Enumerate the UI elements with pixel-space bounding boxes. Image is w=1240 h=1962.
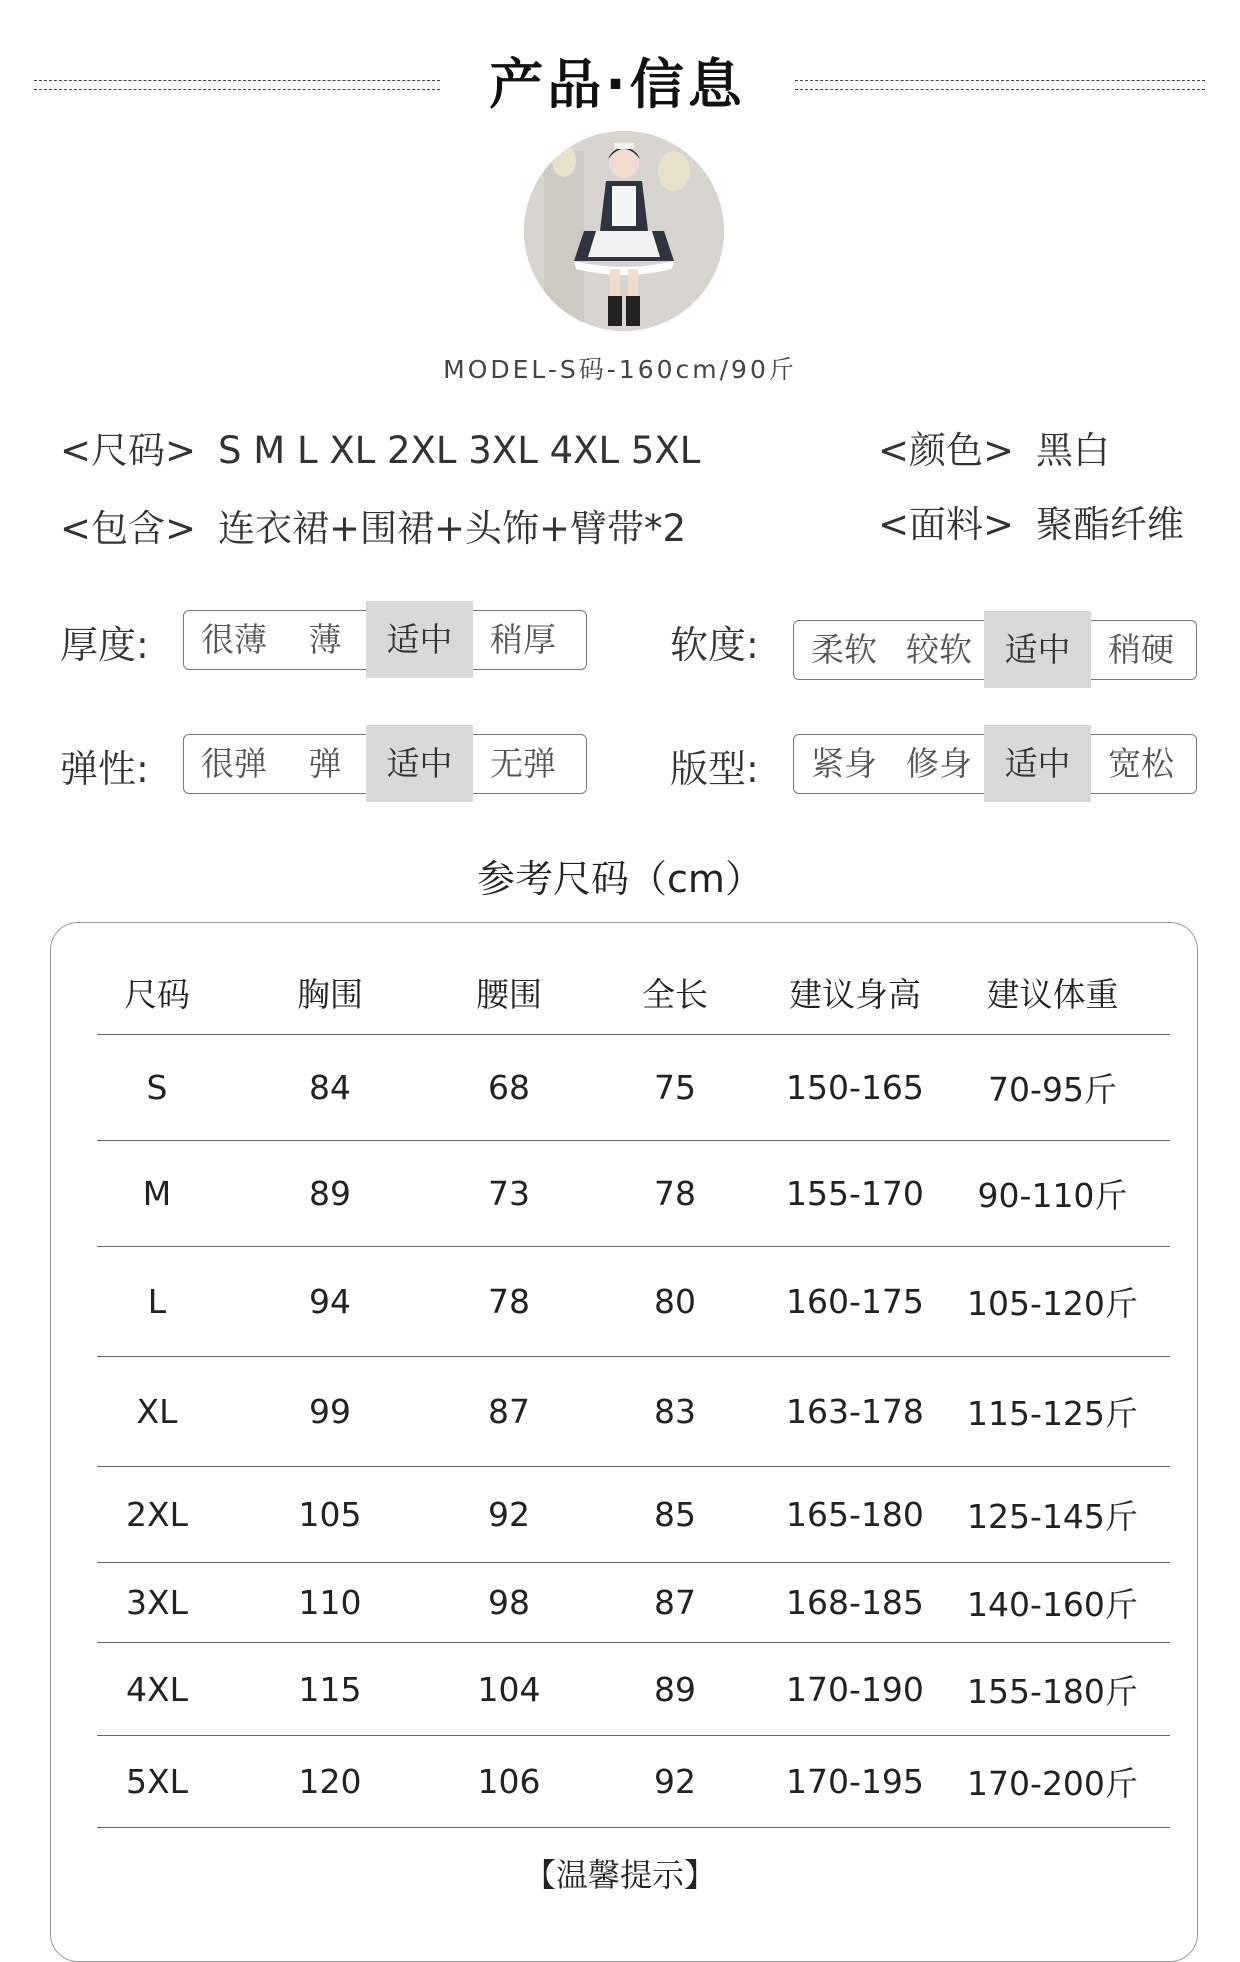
cell-bust: 115 (217, 1643, 443, 1736)
cell-waist: 73 (443, 1141, 575, 1247)
table-row (97, 1357, 1170, 1467)
cell-length: 85 (575, 1467, 775, 1563)
cell-weight: 90-110斤 (935, 1141, 1170, 1247)
cell-length: 87 (575, 1563, 775, 1643)
fit-option: 修身 (906, 744, 972, 783)
cell-weight: 140-160斤 (935, 1563, 1170, 1643)
cell-waist: 92 (443, 1467, 575, 1563)
cell-height: 155-170 (775, 1141, 935, 1247)
fit-label: 版型: (670, 747, 759, 791)
table-row (97, 1247, 1170, 1357)
cell-weight: 155-180斤 (935, 1643, 1170, 1736)
table-row (97, 1643, 1170, 1736)
cell-bust: 84 (217, 1035, 443, 1141)
cell-weight: 105-120斤 (935, 1247, 1170, 1357)
size-chart-table (97, 950, 1170, 1828)
header-divider-right (795, 80, 1205, 90)
model-caption: MODEL-S码-160cm/90斤 (443, 355, 797, 384)
model-illustration (524, 131, 724, 331)
cell-size: 2XL (97, 1467, 217, 1563)
cell-weight: 170-200斤 (935, 1736, 1170, 1828)
thickness-option: 很薄 (201, 620, 267, 659)
size-chart-header-row (97, 950, 1170, 1035)
cell-waist: 106 (443, 1736, 575, 1828)
cell-size: 3XL (97, 1563, 217, 1643)
cell-height: 165-180 (775, 1467, 935, 1563)
softness-scale (793, 620, 1197, 680)
fit-scale (793, 734, 1197, 794)
fit-option-selected: 适中 (984, 725, 1091, 802)
cell-bust: 99 (217, 1357, 443, 1467)
elasticity-option-selected: 适中 (366, 725, 473, 802)
header-height: 建议身高 (775, 950, 935, 1035)
cell-bust: 94 (217, 1247, 443, 1357)
softness-option: 柔软 (811, 630, 877, 669)
table-row (97, 1467, 1170, 1563)
cell-length: 92 (575, 1736, 775, 1828)
thickness-option: 薄 (308, 620, 342, 659)
header-waist: 腰围 (443, 950, 575, 1035)
spec-fabric-value: 聚酯纤维 (1036, 503, 1185, 546)
thickness-scale (183, 610, 587, 670)
cell-size: 5XL (97, 1736, 217, 1828)
header-divider-left (34, 80, 440, 90)
spec-includes-value: 连衣裙+围裙+头饰+臂带*2 (218, 507, 687, 550)
page-title: 产品·信息 (489, 53, 746, 116)
cell-size: S (97, 1035, 217, 1141)
spec-color-value: 黑白 (1036, 429, 1111, 472)
cell-bust: 120 (217, 1736, 443, 1828)
header-length: 全长 (575, 950, 775, 1035)
cell-length: 80 (575, 1247, 775, 1357)
cell-length: 89 (575, 1643, 775, 1736)
spec-includes-label: <包含> (60, 507, 197, 550)
cell-length: 83 (575, 1357, 775, 1467)
cell-waist: 104 (443, 1643, 575, 1736)
cell-waist: 78 (443, 1247, 575, 1357)
cell-bust: 110 (217, 1563, 443, 1643)
model-photo (524, 131, 724, 331)
cell-height: 150-165 (775, 1035, 935, 1141)
table-row (97, 1141, 1170, 1247)
cell-height: 168-185 (775, 1563, 935, 1643)
cell-weight: 70-95斤 (935, 1035, 1170, 1141)
spec-size (60, 420, 700, 474)
thickness-label: 厚度: (60, 623, 149, 667)
spec-fabric (878, 494, 1184, 548)
spec-color-label: <颜色> (878, 429, 1015, 472)
header-bust: 胸围 (217, 950, 443, 1035)
size-chart-title: 参考尺码（cm） (477, 857, 763, 901)
header-size: 尺码 (97, 950, 217, 1035)
header-weight: 建议体重 (935, 950, 1170, 1035)
warm-tip-title: 【温馨提示】 (523, 1856, 716, 1894)
cell-waist: 68 (443, 1035, 575, 1141)
spec-fabric-label: <面料> (878, 503, 1015, 546)
fit-option: 紧身 (811, 744, 877, 783)
cell-bust: 89 (217, 1141, 443, 1247)
spec-includes (60, 498, 686, 552)
elasticity-option: 无弹 (490, 744, 556, 783)
spec-size-label: <尺码> (60, 429, 197, 472)
cell-waist: 98 (443, 1563, 575, 1643)
cell-size: 4XL (97, 1643, 217, 1736)
cell-height: 160-175 (775, 1247, 935, 1357)
cell-height: 170-190 (775, 1643, 935, 1736)
cell-size: XL (97, 1357, 217, 1467)
elasticity-scale (183, 734, 587, 794)
page-header (0, 50, 1240, 120)
cell-weight: 125-145斤 (935, 1467, 1170, 1563)
elasticity-option: 很弹 (201, 744, 267, 783)
cell-bust: 105 (217, 1467, 443, 1563)
cell-length: 75 (575, 1035, 775, 1141)
cell-length: 78 (575, 1141, 775, 1247)
table-row (97, 1736, 1170, 1828)
table-row (97, 1035, 1170, 1141)
softness-option: 较软 (906, 630, 972, 669)
elasticity-option: 弹 (308, 744, 342, 783)
cell-weight: 115-125斤 (935, 1357, 1170, 1467)
cell-height: 163-178 (775, 1357, 935, 1467)
softness-option: 稍硬 (1108, 630, 1174, 669)
cell-size: L (97, 1247, 217, 1357)
fit-option: 宽松 (1108, 744, 1174, 783)
cell-height: 170-195 (775, 1736, 935, 1828)
softness-option-selected: 适中 (984, 611, 1091, 688)
spec-color (878, 420, 1110, 474)
thickness-option-selected: 适中 (366, 601, 473, 678)
spec-size-value: S M L XL 2XL 3XL 4XL 5XL (218, 429, 701, 472)
softness-label: 软度: (670, 623, 759, 667)
cell-size: M (97, 1141, 217, 1247)
elasticity-label: 弹性: (60, 747, 149, 791)
table-row (97, 1563, 1170, 1643)
thickness-option: 稍厚 (490, 620, 556, 659)
cell-waist: 87 (443, 1357, 575, 1467)
